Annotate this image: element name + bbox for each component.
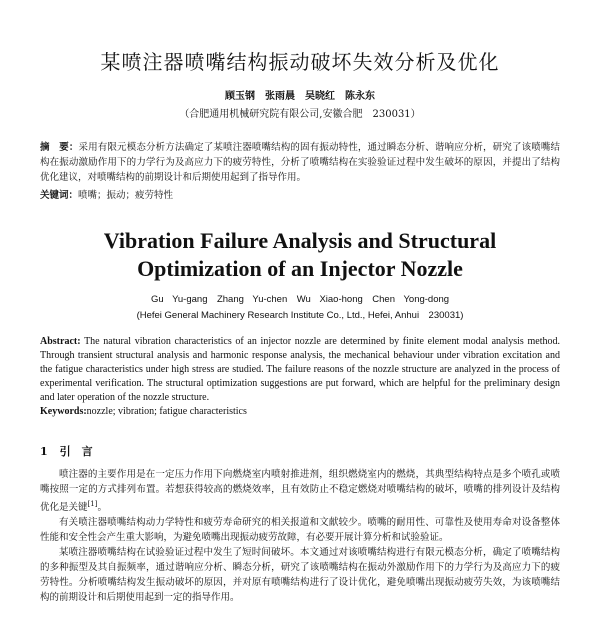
cn-abstract-label: 摘 要： [40,142,79,153]
cn-affiliation: （合肥通用机械研究院有限公司,安徽合肥 230031） [179,109,421,120]
intro-paragraph-2: 有关喷注器喷嘴结构动力学特性和疲劳寿命研究的相关报道和文献较少。喷嘴的耐用性、可靠性及使用寿命对设备整体性能和安全性会产生重大影响，为避免喷嘴出现振动疲劳故障，有必要开展计算分析和试验验证。 [40,517,560,544]
en-keywords-label: Keywords: [40,406,87,417]
en-authors: Gu Yu-gang Zhang Yu-chen Wu Xiao-hong Chen Yong-dong [150,294,450,305]
en-abstract-text: The natural vibration characteristics of an injector nozzle are determined by finite element modal analysis method. Through transient structural analysis and harmonic response analysis, the mechanical behaviour under vibration excitation and the fatigue characteristics under high stress are studied. The failure reasons of the nozzle structure are analyzed in the process of experimental verification. The structural optimization suggestions are put forward, which are helpful for the preliminary design and later operation of the nozzle structure. [40,336,560,403]
citation-ref: [1] [87,500,98,508]
paper-page [0,46,600,634]
en-title-line-1: Vibration Failure Analysis and Structural [103,228,497,253]
en-abstract-label: Abstract: [40,336,81,347]
en-keywords [40,406,560,417]
intro-paragraph-1 [40,467,560,515]
en-title-line-2: Optimization of an Injector Nozzle [137,256,463,281]
intro-section-number: 1 [40,445,48,458]
en-affiliation: (Hefei General Machinery Research Institute Co., Ltd., Hefei, Anhui 230031) [136,310,464,321]
cn-title: 某喷注器喷嘴结构振动破坏失效分析及优化 [100,50,500,74]
cn-authors: 顾玉钢 张雨晨 吴晓红 陈永东 [225,91,375,102]
intro-p1-text: 喷注器的主要作用是在一定压力作用下向燃烧室内喷射推进剂，组织燃烧室内的燃烧，其典型结构特点是多个喷孔或喷嘴按照一定的方式排列布置。若想获得较高的燃烧效率，且有效防止不稳定燃烧对喷嘴结构的破坏，喷嘴的排列设计及结构优化是关键 [40,469,560,514]
cn-keywords [40,187,560,201]
intro-p1-end: 。 [97,502,107,514]
intro-section-title: 引 言 [59,445,93,458]
cn-abstract-text: 采用有限元模态分析方法确定了某喷注器喷嘴结构的固有振动特性，通过瞬态分析、谐响应分析，研究了该喷嘴结构在振动激励作用下的力学行为及高应力下的疲劳特性，分析了喷嘴结构在实验验证过程中发生破坏的原因，并提出了结构优化建议，对喷嘴结构的前期设计和后期使用起到了指导作用。 [40,142,560,183]
cn-keywords-label: 关键词： [40,190,79,201]
cn-keywords-text: 喷嘴；振动；疲劳特性 [78,190,174,201]
intro-paragraph-3: 某喷注器喷嘴结构在试验验证过程中发生了短时间破坏。本文通过对该喷嘴结构进行有限元模态分析，确定了喷嘴结构的多种振型及其自振频率，通过谐响应分析、瞬态分析，研究了该喷嘴结构在振动外激励作用下的力学行为及高应力下的疲劳特性。分析喷嘴结构发生振动破坏的原因，并对原有喷嘴结构进行了设计优化，避免喷嘴出现振动疲劳失效，为该喷嘴结构的前期设计和后期使用起到一定的指导作用。 [40,547,560,604]
cn-abstract [40,140,560,185]
en-title [40,227,560,283]
intro-heading [40,443,560,459]
en-keywords-text: nozzle; vibration; fatigue characteristics [86,406,247,417]
en-abstract [40,335,560,405]
